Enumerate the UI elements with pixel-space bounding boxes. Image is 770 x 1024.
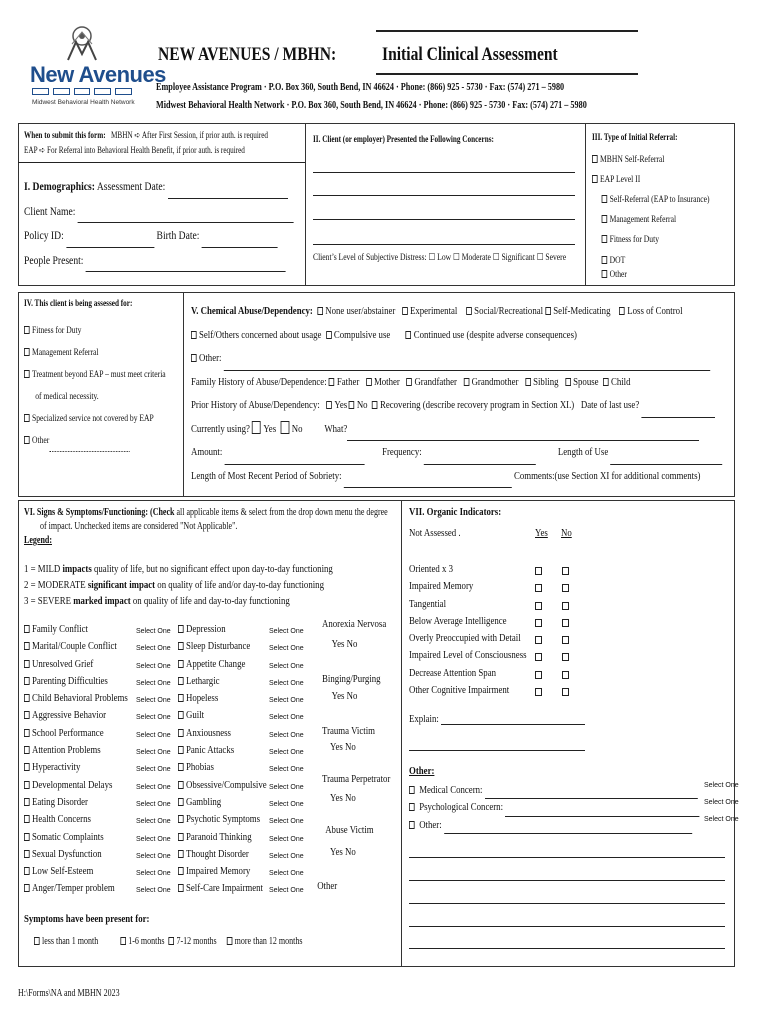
select-one-dropdown[interactable]: Select One	[136, 800, 171, 808]
assessed-option[interactable]: Fitness for Duty	[24, 320, 166, 342]
abuse-option[interactable]: Self/Others concerned about usage	[191, 329, 321, 341]
yes-checkbox[interactable]	[535, 567, 542, 575]
symptom-item[interactable]: Developmental Delays	[24, 777, 128, 794]
checkbox[interactable]	[24, 815, 30, 823]
symptom-item[interactable]: Appetite Change	[178, 656, 267, 673]
no-checkbox[interactable]	[562, 636, 569, 644]
checkbox[interactable]	[24, 677, 30, 685]
family-option[interactable]: Mother	[366, 376, 400, 388]
symptom-item[interactable]: Attention Problems	[24, 742, 128, 759]
symptom-item[interactable]: Hyperactivity	[24, 759, 128, 776]
checkbox[interactable]	[24, 746, 30, 754]
symptom-item[interactable]: Anxiousness	[178, 725, 267, 742]
select-one-dropdown[interactable]: Select One	[269, 749, 304, 757]
no-checkbox[interactable]	[562, 653, 569, 661]
checkbox[interactable]	[178, 711, 184, 719]
currently-no-checkbox[interactable]	[281, 421, 290, 434]
select-one-dropdown[interactable]: Select One	[269, 645, 304, 653]
family-option[interactable]: Father	[329, 376, 359, 388]
symptom-item[interactable]: Family Conflict	[24, 621, 128, 638]
symptom-item[interactable]: Health Concerns	[24, 811, 128, 828]
referral-option[interactable]: Other	[592, 268, 710, 282]
symptom-item[interactable]: Lethargic	[178, 673, 267, 690]
people-present-field[interactable]	[86, 271, 286, 272]
checkbox[interactable]	[178, 815, 184, 823]
select-one-dropdown[interactable]: Select One	[136, 783, 171, 791]
symptom-item[interactable]: Unresolved Grief	[24, 656, 128, 673]
symptom-item[interactable]: Self-Care Impairment	[178, 880, 267, 897]
symptoms-col-3: Anorexia Nervosa Yes No Binging/Purging Yes No Trauma Victim Yes No Trauma Perpetrator Yes No Abuse Victim Yes No Other	[317, 618, 391, 892]
checkbox[interactable]	[24, 867, 30, 875]
checkbox[interactable]	[24, 798, 30, 806]
select-one-dropdown[interactable]: Select One	[136, 731, 171, 739]
select-one-dropdown[interactable]: Select One	[136, 697, 171, 705]
select-one-dropdown[interactable]: Select One	[136, 645, 171, 653]
abuse-option[interactable]: Self-Medicating	[545, 305, 610, 317]
org-title: NEW AVENUES / MBHN:	[158, 44, 337, 65]
select-one-dropdown[interactable]: Select One	[269, 818, 304, 826]
checkbox[interactable]	[24, 642, 30, 650]
assessed-option[interactable]: Other	[24, 430, 166, 452]
referral-heading: III. Type of Initial Referral:	[592, 132, 678, 142]
submit-instructions: When to submit this form: MBHN ➪ After First Session, if prior auth. is required EAP ➪ For Referral into Behavioral Health Benefit, if prior auth. is required	[24, 130, 269, 155]
checkbox[interactable]	[178, 746, 184, 754]
checkbox[interactable]	[178, 642, 184, 650]
symptom-item[interactable]: Panic Attacks	[178, 742, 267, 759]
select-one-dropdown[interactable]: Select One	[136, 870, 171, 878]
checkbox[interactable]	[24, 711, 30, 719]
checkbox[interactable]	[178, 850, 184, 858]
referral-option[interactable]: Self-Referral (EAP to Insurance)	[592, 190, 710, 210]
logo-name: New Avenues	[30, 62, 166, 87]
no-checkbox[interactable]	[562, 619, 569, 627]
referral-option[interactable]: MBHN Self-Referral	[592, 150, 710, 170]
checkbox[interactable]	[24, 625, 30, 633]
symptom-item[interactable]: Paranoid Thinking	[178, 829, 267, 846]
symptom-item[interactable]: Depression	[178, 621, 267, 638]
abuse-option[interactable]: Social/Recreational	[466, 305, 543, 317]
anorexia-yes-no[interactable]: Yes No	[331, 638, 358, 650]
symptom-item[interactable]: Guilt	[178, 707, 267, 724]
select-one-dropdown[interactable]: Select One	[269, 887, 304, 895]
explain: Explain:	[409, 713, 585, 725]
select-one-dropdown[interactable]: Select One	[269, 835, 304, 843]
select-one-dropdown[interactable]: Select One	[269, 679, 304, 687]
checkbox[interactable]	[178, 763, 184, 771]
notes-line[interactable]	[409, 880, 725, 881]
address-line-2: Midwest Behavioral Health Network · P.O. Box 360, South Bend, IN 46624 · Phone: (866) 925 - 5730 · Fax: (574) 271 – 5980	[156, 100, 587, 111]
not-assessed: Not Assessed .	[409, 527, 461, 539]
checkbox[interactable]	[178, 660, 184, 668]
binging-yes-no[interactable]: Yes No	[331, 690, 358, 702]
explain-line-2[interactable]	[409, 750, 585, 751]
symptoms-col-1	[24, 621, 128, 898]
select-one[interactable]: Select One	[704, 799, 739, 806]
yes-header: Yes	[535, 527, 548, 539]
organic-heading: VII. Organic Indicators:	[409, 506, 502, 518]
symptom-item[interactable]: Anger/Temper problem	[24, 880, 128, 897]
assessed-option[interactable]: Treatment beyond EAP – must meet criteria	[24, 364, 166, 386]
symptom-item[interactable]: Psychotic Symptoms	[178, 811, 267, 828]
no-checkbox[interactable]	[562, 567, 569, 575]
family-option[interactable]: Grandmother	[464, 376, 519, 388]
concerns-line[interactable]	[313, 195, 575, 196]
referral-option[interactable]: Management Referral	[592, 210, 710, 230]
trauma-victim-yes-no[interactable]: Yes No	[330, 741, 356, 753]
yes-checkbox[interactable]	[535, 671, 542, 679]
symptom-item[interactable]: School Performance	[24, 725, 128, 742]
no-checkbox[interactable]	[562, 584, 569, 592]
symptom-item[interactable]: Child Behavioral Problems	[24, 690, 128, 707]
symptoms-col-1-selects	[136, 623, 171, 900]
select-one-dropdown[interactable]: Select One	[136, 679, 171, 687]
select-one[interactable]: Select One	[704, 782, 739, 789]
symptom-item[interactable]: Decrease Attention Span	[409, 666, 496, 679]
symptom-item[interactable]: Oriented x 3	[409, 563, 453, 575]
select-one-dropdown[interactable]: Select One	[136, 818, 171, 826]
explain-field[interactable]	[441, 724, 585, 725]
present-label: Symptoms have been present for:	[24, 913, 150, 925]
family-option[interactable]: Spouse	[565, 376, 598, 388]
present-option[interactable]: more than 12 months	[227, 936, 303, 947]
notes-line[interactable]	[409, 903, 725, 904]
distress-level[interactable]: Client’s Level of Subjective Distress: ☐ Low ☐ Moderate ☐ Significant ☐ Severe	[313, 253, 567, 263]
title-top-rule	[376, 30, 638, 32]
checkbox[interactable]	[24, 660, 30, 668]
checkbox[interactable]	[178, 798, 184, 806]
symptom-item[interactable]: Sexual Dysfunction	[24, 846, 128, 863]
concerns-heading: II. Client (or employer) Presented the Following Concerns:	[313, 134, 494, 144]
checkbox[interactable]	[178, 677, 184, 685]
logo-boxes	[32, 88, 132, 95]
referral-option[interactable]: DOT	[592, 254, 710, 268]
checkbox[interactable]	[24, 694, 30, 702]
no-checkbox[interactable]	[562, 602, 569, 610]
symptoms-col-2	[178, 621, 267, 898]
symptom-item[interactable]: Hopeless	[178, 690, 267, 707]
symptom-item[interactable]: Impaired Memory	[178, 863, 267, 880]
concerns-line[interactable]	[313, 244, 575, 245]
organic-checkboxes	[535, 563, 572, 701]
symptom-item[interactable]: Aggressive Behavior	[24, 707, 128, 724]
referral-list	[592, 150, 710, 282]
select-one[interactable]: Select One	[704, 816, 739, 823]
select-one-dropdown[interactable]: Select One	[269, 628, 304, 635]
medical-concern[interactable]: Medical Concern:	[409, 782, 700, 799]
footer: H:\Forms\NA and MBHN 2023	[18, 988, 120, 999]
abuse-option[interactable]: Loss of Control	[619, 305, 682, 317]
other-concern[interactable]: Other:	[409, 817, 700, 834]
symptom-item[interactable]: Phobias	[178, 759, 267, 776]
select-one-dropdown[interactable]: Select One	[269, 783, 304, 791]
concerns-line[interactable]	[313, 172, 575, 173]
family-option[interactable]: Child	[603, 376, 631, 388]
abuse-option[interactable]: Continued use (despite adverse consequences)	[406, 329, 577, 341]
present-option[interactable]: less than 1 month	[34, 936, 98, 947]
symptom-item[interactable]: Eating Disorder	[24, 794, 128, 811]
symptom-item[interactable]: Tangential	[409, 597, 447, 610]
other-heading: Other:	[409, 765, 435, 777]
family-option[interactable]: Grandfather	[406, 376, 457, 388]
address-line-1: Employee Assistance Program · P.O. Box 360, South Bend, IN 46624 · Phone: (866) 925 - 5730 · Fax: (574) 271 – 5980	[156, 82, 565, 93]
abuse-option[interactable]: None user/abstainer	[317, 305, 395, 317]
family-option[interactable]: Sibling	[525, 376, 558, 388]
demographics: I. Demographics: Assessment Date: Client Name: Policy ID: Birth Date: People Present:	[24, 174, 364, 272]
referral-option[interactable]: EAP Level II	[592, 170, 710, 190]
assessed-option[interactable]: Management Referral	[24, 342, 166, 364]
no-checkbox[interactable]	[562, 671, 569, 679]
symptom-item[interactable]: Other Cognitive Impairment	[409, 684, 510, 697]
checkbox[interactable]	[178, 625, 184, 633]
symptom-item[interactable]: Marital/Couple Conflict	[24, 638, 128, 655]
checkbox[interactable]	[24, 833, 30, 841]
yes-checkbox[interactable]	[535, 688, 542, 696]
checkbox[interactable]	[178, 729, 184, 737]
notes-line[interactable]	[409, 857, 725, 858]
present-options	[34, 936, 302, 947]
yes-checkbox[interactable]	[535, 619, 542, 627]
logo	[26, 24, 166, 110]
select-one-dropdown[interactable]: Select One	[136, 887, 171, 895]
notes-line[interactable]	[409, 948, 725, 949]
symptoms-col-2-selects	[269, 623, 304, 900]
organic-items	[409, 561, 527, 699]
select-one-dropdown[interactable]: Select One	[269, 852, 304, 860]
checkbox[interactable]	[24, 850, 30, 858]
select-one-dropdown[interactable]: Select One	[269, 662, 304, 670]
symptom-item[interactable]: Gambling	[178, 794, 267, 811]
select-one-dropdown[interactable]: Select One	[269, 766, 304, 774]
present-option[interactable]: 7-12 months	[168, 936, 216, 947]
yes-checkbox[interactable]	[535, 584, 542, 592]
trauma-perpetrator-yes-no[interactable]: Yes No	[330, 792, 356, 804]
currently-yes-checkbox[interactable]	[252, 421, 261, 434]
yes-checkbox[interactable]	[535, 653, 542, 661]
select-one-dropdown[interactable]: Select One	[269, 731, 304, 739]
symptom-item[interactable]: Impaired Level of Consciousness	[409, 649, 527, 662]
yes-checkbox[interactable]	[535, 636, 542, 644]
select-one-dropdown[interactable]: Select One	[136, 662, 171, 670]
select-one-dropdown[interactable]: Select One	[136, 835, 171, 843]
symptom-item[interactable]: Somatic Complaints	[24, 829, 128, 846]
symptom-item[interactable]: Sleep Disturbance	[178, 638, 267, 655]
select-one-dropdown[interactable]: Select One	[136, 628, 171, 635]
symptom-item[interactable]: Overly Preoccupied with Detail	[409, 632, 521, 645]
sobriety-field[interactable]	[344, 487, 512, 488]
assessed-option[interactable]: Specialized service not covered by EAP	[24, 408, 166, 430]
checkbox[interactable]	[178, 867, 184, 875]
legend-items: 1 = MILD impacts quality of life, but no significant effect upon day-to-day functioning 2 = MODERATE significant impact on quality of life and/or day-to-day functioning 3 = SEVERE marked impact on quality of life and day-to-day functioning	[24, 563, 333, 607]
select-one-dropdown[interactable]: Select One	[136, 714, 171, 722]
symptom-item[interactable]: Below Average Intelligence	[409, 614, 507, 627]
symptom-item[interactable]: Parenting Difficulties	[24, 673, 128, 690]
no-checkbox[interactable]	[562, 688, 569, 696]
select-one-dropdown[interactable]: Select One	[269, 800, 304, 808]
logo-tagline: Midwest Behavioral Health Network	[32, 99, 135, 106]
checkbox[interactable]	[178, 781, 184, 789]
notes-line[interactable]	[409, 926, 725, 927]
abuse-option[interactable]: Experimental	[402, 305, 457, 317]
concerns-line[interactable]	[313, 219, 575, 220]
checkbox[interactable]	[178, 694, 184, 702]
signs-heading: VI. Signs & Symptoms/Functioning: (Check all applicable items & select from the drop down menu the degree of impact. Unchecked items are considered "Not Applicable". Legend:	[24, 507, 388, 546]
select-one-dropdown[interactable]: Select One	[269, 714, 304, 722]
checkbox[interactable]	[178, 884, 184, 892]
symptom-item[interactable]: Impaired Memory	[409, 580, 474, 593]
psychological-concern[interactable]: Psychological Concern:	[409, 799, 700, 816]
logo-people-icon	[62, 24, 102, 62]
referral-option[interactable]: Fitness for Duty	[592, 230, 710, 250]
checkbox[interactable]	[24, 781, 30, 789]
abuse-victim-yes-no[interactable]: Yes No	[330, 846, 356, 858]
select-one-dropdown[interactable]: Select One	[136, 749, 171, 757]
checkbox[interactable]	[178, 833, 184, 841]
symptom-item[interactable]: Obsessive/Compulsive	[178, 777, 267, 794]
yes-checkbox[interactable]	[535, 602, 542, 610]
abuse-section: V. Chemical Abuse/Dependency: None user/abstainer Experimental Social/Recreational Self-Medicating Loss of Control Self/Others concerned about usage Compulsive use Continued use (despite adverse consequences) Other: Family History of Abuse/Dependence: Father Mother Grandfather Grandmother Sibling Spouse Child Prior History of Abuse/Dependency: Yes No Recovering (describe recovery program in Section XI.) Date of last use? Currently using? Yes No What? Amount: Frequency: Length of Use Length of Most Recent Period of Sobriety: Comments:(use Section XI for additional comments)	[191, 300, 735, 488]
checkbox[interactable]	[24, 763, 30, 771]
symptom-item[interactable]: Low Self-Esteem	[24, 863, 128, 880]
assessed-heading: IV. This client is being assessed for:	[24, 298, 133, 308]
select-one-dropdown[interactable]: Select One	[136, 852, 171, 860]
select-one-dropdown[interactable]: Select One	[269, 697, 304, 705]
other-concerns	[409, 782, 700, 834]
assessed-list: Fitness for Duty Management Referral Treatment beyond EAP – must meet criteria of medical necessity. Specialized service not covered by EAP Other	[24, 320, 166, 452]
checkbox[interactable]	[24, 884, 30, 892]
symptom-item[interactable]: Thought Disorder	[178, 846, 267, 863]
select-one-dropdown[interactable]: Select One	[269, 870, 304, 878]
checkbox[interactable]	[24, 729, 30, 737]
title-bottom-rule	[376, 73, 638, 75]
abuse-option[interactable]: Compulsive use	[326, 329, 390, 341]
present-option[interactable]: 1-6 months	[120, 936, 164, 947]
no-header: No	[561, 527, 572, 539]
select-one-dropdown[interactable]: Select One	[136, 766, 171, 774]
page-title: Initial Clinical Assessment	[382, 44, 558, 65]
